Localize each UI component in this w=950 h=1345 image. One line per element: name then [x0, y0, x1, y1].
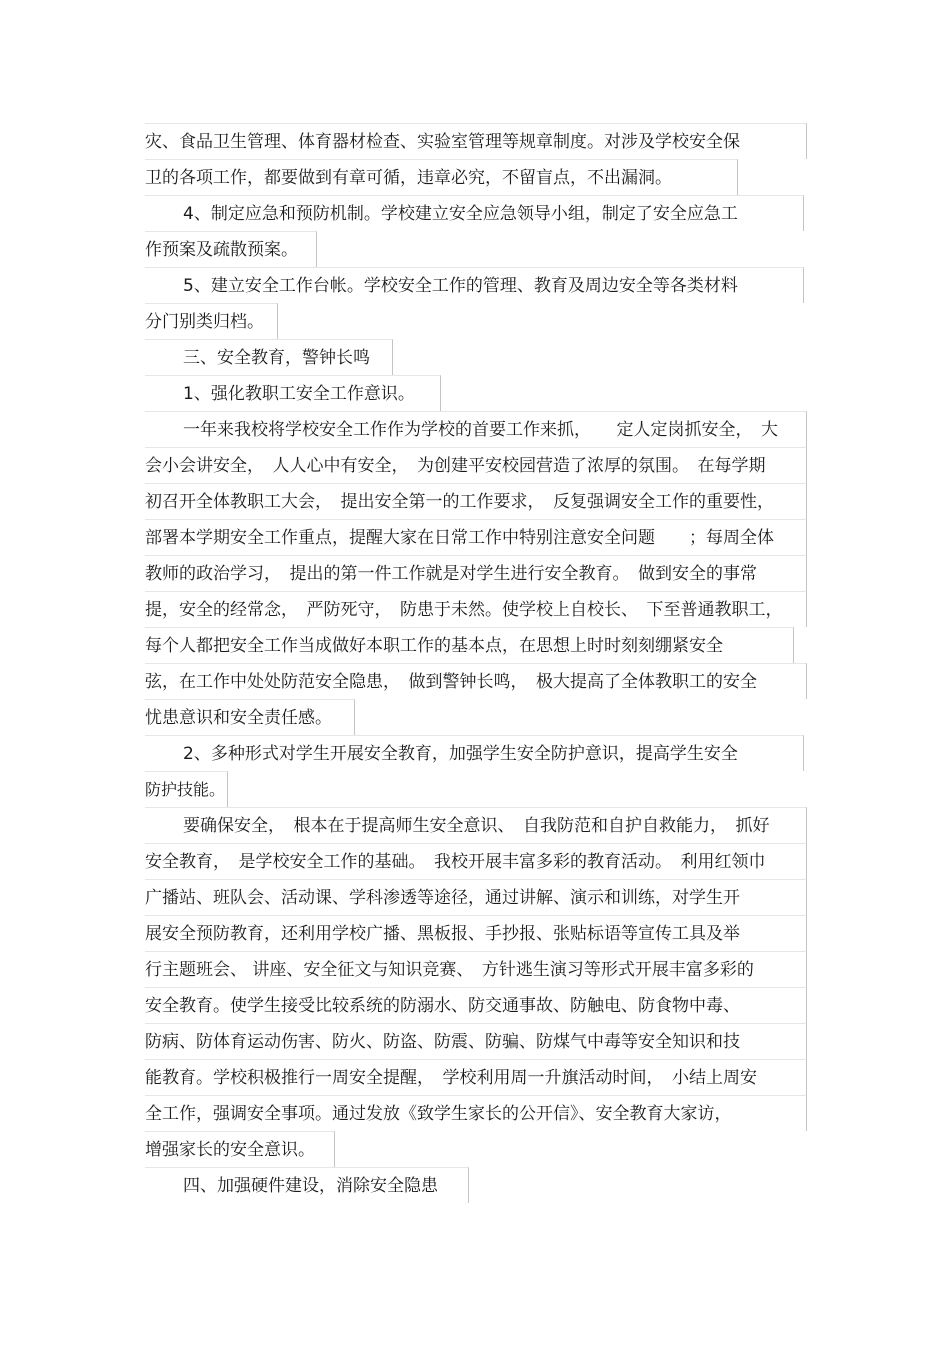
text-line-content: 要确保安全， 根本在于提高师生安全意识、 自我防范和自护自救能力， 抓好 [183, 815, 770, 836]
subsection-heading-continued [145, 771, 228, 807]
text-line [145, 303, 278, 339]
text-line-content: 每个人都把安全工作当成做好本职工作的基本点，在思想上时时刻刻绷紧安全 [145, 635, 723, 656]
text-line [145, 987, 807, 1023]
section-heading-text: 四、加强硬件建设，消除安全隐患 [183, 1175, 438, 1196]
text-line [145, 915, 807, 951]
text-line [145, 879, 807, 915]
text-line [145, 1131, 335, 1167]
text-line [145, 267, 804, 303]
text-line-content: 弦，在工作中处处防范安全隐患， 做到警钟长鸣， 极大提高了全体教职工的安全 [145, 671, 757, 692]
text-line [145, 807, 807, 843]
text-line [145, 555, 807, 591]
text-line-content: 能教育。学校积极推行一周安全提醒， 学校利用周一升旗活动时间， 小结上周安 [145, 1067, 757, 1088]
text-line-content: 忧患意识和安全责任感。 [145, 707, 332, 728]
text-line-content: 行主题班会、 讲座、安全征文与知识竞赛、 方针逃生演习等形式开展丰富多彩的 [145, 959, 754, 980]
text-line [145, 663, 807, 699]
text-line-content: 展安全预防教育，还利用学校广播、黑板报、手抄报、张贴标语等宣传工具及举 [145, 923, 740, 944]
text-line [145, 627, 794, 663]
section-heading [145, 339, 393, 375]
subsection-heading-text: 2、多种形式对学生开展安全教育，加强学生安全防护意识，提高学生安全 [183, 743, 738, 764]
text-line [145, 1095, 807, 1131]
text-line [145, 231, 317, 267]
text-line-content: 卫的各项工作，都要做到有章可循，违章必究，不留盲点，不出漏洞。 [145, 167, 672, 188]
text-line [145, 591, 807, 627]
subsection-heading [145, 735, 804, 771]
subsection-heading [145, 375, 441, 411]
text-line-content: 全工作，强调安全事项。通过发放《致学生家长的公开信》、安全教育大家访， [145, 1103, 732, 1124]
subsection-heading-text: 1、强化教职工安全工作意识。 [183, 383, 415, 404]
text-line [145, 447, 807, 483]
text-line-content: 作预案及疏散预案。 [145, 239, 298, 260]
text-line [145, 195, 804, 231]
text-line-content: 灾、食品卫生管理、体育器材检查、实验室管理等规章制度。对涉及学校安全保 [145, 131, 740, 152]
text-line [145, 843, 807, 879]
text-line-content: 提，安全的经常念， 严防死守， 防患于未然。使学校上自校长、 下至普通教职工， [145, 599, 783, 620]
text-line [145, 123, 807, 159]
text-line-content: 安全教育， 是学校安全工作的基础。 我校开展丰富多彩的教育活动。 利用红领巾 [145, 851, 766, 872]
text-line-content: 5、建立安全工作台帐。学校安全工作的管理、教育及周边安全等各类材料 [183, 275, 738, 296]
text-line-content: 4、制定应急和预防机制。学校建立安全应急领导小组，制定了安全应急工 [183, 203, 738, 224]
text-line-content: 增强家长的安全意识。 [145, 1139, 315, 1160]
text-line-content: 部署本学期安全工作重点，提醒大家在日常工作中特别注意安全问题 ；每周全体 [145, 527, 774, 548]
text-line [145, 411, 807, 447]
text-line-content: 会小会讲安全， 人人心中有安全， 为创建平安校园营造了浓厚的氛围。 在每学期 [145, 455, 766, 476]
text-line-content: 防病、防体育运动伤害、防火、防盗、防震、防骗、防煤气中毒等安全知识和技 [145, 1031, 740, 1052]
text-line [145, 1023, 807, 1059]
text-line [145, 1059, 807, 1095]
text-line-content: 广播站、班队会、活动课、学科渗透等途径，通过讲解、演示和训练，对学生开 [145, 887, 740, 908]
section-heading-text: 三、安全教育，警钟长鸣 [183, 347, 370, 368]
text-line-content: 安全教育。使学生接受比较系统的防溺水、防交通事故、防触电、防食物中毒、 [145, 995, 740, 1016]
text-line [145, 699, 355, 735]
subsection-heading-text: 防护技能。 [145, 779, 226, 799]
text-line-content: 初召开全体教职工大会， 提出安全第一的工作要求， 反复强调安全工作的重要性， [145, 491, 774, 512]
text-line-content: 分门别类归档。 [145, 311, 264, 332]
text-line [145, 159, 738, 195]
text-line [145, 951, 807, 987]
text-line-content: 一年来我校将学校安全工作作为学校的首要工作来抓， 定人定岗抓安全， 大 [183, 419, 778, 440]
section-heading [145, 1167, 469, 1203]
text-line [145, 483, 807, 519]
text-line-content: 教师的政治学习， 提出的第一件工作就是对学生进行安全教育。 做到安全的事常 [145, 563, 757, 584]
text-line [145, 519, 807, 555]
